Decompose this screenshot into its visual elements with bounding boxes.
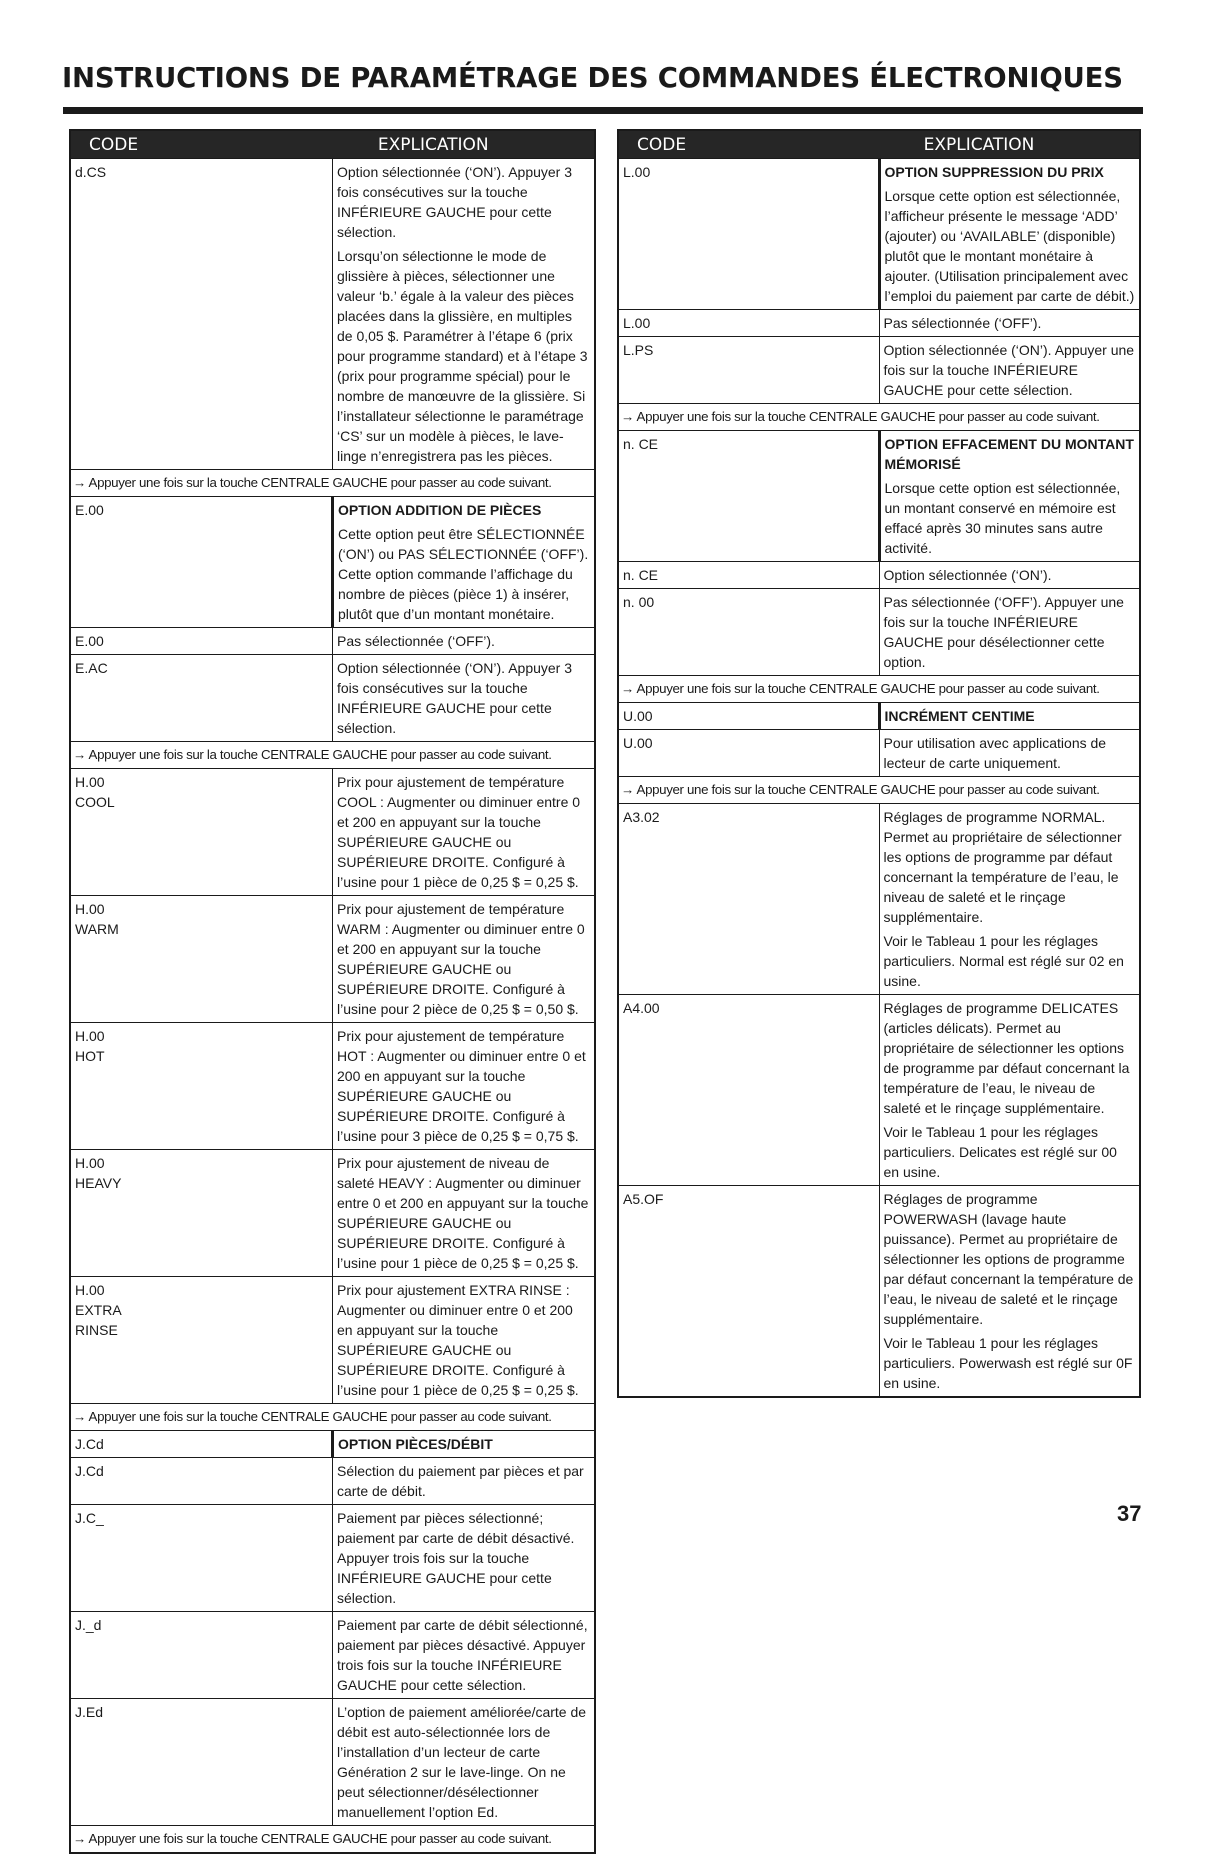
- next-code-instruction: → Appuyer une fois sur la touche CENTRALE GAUCHE pour passer au code suivant.: [70, 470, 595, 497]
- code-cell: H.00 EXTRA RINSE: [70, 1277, 333, 1404]
- table-row: [70, 1458, 595, 1505]
- explanation-paragraph: Lorsqu’on sélectionne le mode de glissière à pièces, sélectionner une valeur ‘b.’ égale à la valeur des pièces placées dans la glissière, en multiples de 0,05 $. Paramétrer à l’étape 6 (prix pour programme standard) et à l’étape 3 (prix pour programme spécial) pour le nombre de manœuvre de la glissière. Si l’installateur sélectionne le paramétrage ‘CS’ sur un modèle à pièces, le lave-linge n’enregistrera pas les pièces.: [337, 248, 588, 464]
- explanation-cell: [879, 159, 1140, 310]
- explanation-cell: [333, 497, 596, 628]
- option-heading: OPTION EFFACEMENT DU MONTANT MÉMORISÉ: [884, 436, 1134, 472]
- left-table-header: [70, 130, 595, 159]
- code-cell: J.C_: [70, 1505, 333, 1612]
- next-code-instruction-row: [618, 777, 1140, 804]
- next-code-instruction-row: [70, 1404, 595, 1431]
- table-row: [618, 1186, 1140, 1398]
- title-rule: [63, 107, 1143, 114]
- explanation-paragraph: Option sélectionnée (‘ON’). Appuyer 3 fois consécutives sur la touche INFÉRIEURE GAUCHE pour cette sélection.: [337, 660, 573, 736]
- code-cell: J.Cd: [70, 1458, 333, 1505]
- code-column-header: CODE: [70, 130, 333, 159]
- explanation-paragraph: Réglages de programme NORMAL. Permet au propriétaire de sélectionner les options de programme par défaut concernant la température de l’eau, le niveau de saleté et le rinçage supplémentaire.: [883, 809, 1122, 925]
- page-number: 37: [1117, 1501, 1142, 1526]
- explanation-cell: [333, 769, 596, 896]
- code-cell: L.00: [618, 159, 879, 310]
- code-cell: A4.00: [618, 995, 879, 1186]
- explanation-cell: [879, 1186, 1140, 1398]
- right-code-table-container: [617, 129, 1141, 1398]
- explanation-cell: [879, 995, 1140, 1186]
- explanation-paragraph: Option sélectionnée (‘ON’). Appuyer une fois sur la touche INFÉRIEURE GAUCHE pour cette sélection.: [883, 342, 1135, 398]
- table-row: [618, 159, 1140, 310]
- explanation-paragraph: Voir le Tableau 1 pour les réglages particuliers. Normal est réglé sur 02 en usine.: [883, 933, 1124, 989]
- explanation-cell: [879, 337, 1140, 404]
- explanation-paragraph: Pas sélectionnée (‘OFF’).: [883, 315, 1042, 331]
- explanation-paragraph: Cette option peut être SÉLECTIONNÉE (‘ON’) ou PAS SÉLECTIONNÉE (‘OFF’). Cette option commande l’affichage du nombre de pièces (pièce 1) à insérer, plutôt que d’un montant monétaire.: [338, 526, 589, 622]
- explanation-cell: [333, 1277, 596, 1404]
- next-code-instruction-row: [70, 1826, 595, 1854]
- table-row: [618, 337, 1140, 404]
- explanation-paragraph: Réglages de programme POWERWASH (lavage haute puissance). Permet au propriétaire de sélectionner les options de programme par défaut concernant la température de l’eau, le niveau de saleté et le rinçage supplémentaire.: [883, 1191, 1134, 1327]
- next-code-instruction-row: [618, 404, 1140, 431]
- table-row: [618, 310, 1140, 337]
- explanation-cell: [879, 589, 1140, 676]
- table-row: [618, 730, 1140, 777]
- code-cell: U.00: [618, 730, 879, 777]
- explanation-cell: [879, 431, 1140, 562]
- next-code-instruction-row: [70, 470, 595, 497]
- next-code-instruction: → Appuyer une fois sur la touche CENTRALE GAUCHE pour passer au code suivant.: [618, 777, 1140, 804]
- left-code-table: [69, 129, 596, 1854]
- explanation-paragraph: Lorsque cette option est sélectionnée, l’afficheur présente le message ‘ADD’ (ajouter) ou ‘AVAILABLE’ (disponible) plutôt que le montant monétaire à ajouter. (Utilisation principalement avec l’emploi du paiement par carte de débit.): [884, 188, 1135, 304]
- explanation-paragraph: Option sélectionnée (‘ON’).: [883, 567, 1052, 583]
- table-row: [70, 896, 595, 1023]
- table-row: [618, 431, 1140, 562]
- next-code-instruction: → Appuyer une fois sur la touche CENTRALE GAUCHE pour passer au code suivant.: [618, 404, 1140, 431]
- table-row: [70, 1277, 595, 1404]
- explanation-paragraph: Paiement par pièces sélectionné; paiement par carte de débit désactivé. Appuyer trois fois sur la touche INFÉRIEURE GAUCHE pour cette sélection.: [337, 1510, 575, 1606]
- explanation-cell: [333, 896, 596, 1023]
- explanation-cell: [333, 1699, 596, 1826]
- explanation-paragraph: Option sélectionnée (‘ON’). Appuyer 3 fois consécutives sur la touche INFÉRIEURE GAUCHE pour cette sélection.: [337, 164, 573, 240]
- code-column-header: CODE: [618, 130, 879, 159]
- next-code-instruction: → Appuyer une fois sur la touche CENTRALE GAUCHE pour passer au code suivant.: [618, 676, 1140, 703]
- next-code-instruction: → Appuyer une fois sur la touche CENTRALE GAUCHE pour passer au code suivant.: [70, 1826, 595, 1854]
- explanation-paragraph: Réglages de programme DELICATES (articles délicats). Permet au propriétaire de sélectionner les options de programme par défaut concernant la température de l’eau, le niveau de saleté et le rinçage supplémentaire.: [883, 1000, 1130, 1116]
- explanation-cell: [879, 730, 1140, 777]
- explanation-paragraph: Prix pour ajustement EXTRA RINSE : Augmenter ou diminuer entre 0 et 200 en appuyant sur la touche SUPÉRIEURE GAUCHE ou SUPÉRIEURE DROITE. Configuré à l’usine pour 1 pièce de 0,25 $ = 0,25 $.: [337, 1282, 579, 1398]
- code-cell: E.AC: [70, 655, 333, 742]
- next-code-instruction-row: [618, 676, 1140, 703]
- table-row: [70, 628, 595, 655]
- table-row: [618, 804, 1140, 995]
- code-cell: H.00 WARM: [70, 896, 333, 1023]
- code-cell: A5.OF: [618, 1186, 879, 1398]
- left-code-table-container: [69, 129, 596, 1854]
- next-code-instruction: → Appuyer une fois sur la touche CENTRALE GAUCHE pour passer au code suivant.: [70, 742, 595, 769]
- explanation-cell: [333, 628, 596, 655]
- code-cell: J._d: [70, 1612, 333, 1699]
- table-row: [70, 655, 595, 742]
- option-heading: OPTION SUPPRESSION DU PRIX: [884, 164, 1104, 180]
- table-row: [618, 589, 1140, 676]
- explanation-cell: [879, 310, 1140, 337]
- table-row: [618, 703, 1140, 730]
- explanation-paragraph: Sélection du paiement par pièces et par carte de débit.: [337, 1463, 584, 1499]
- option-heading: INCRÉMENT CENTIME: [879, 703, 1140, 730]
- explanation-paragraph: Pas sélectionnée (‘OFF’).: [337, 633, 495, 649]
- table-row: [70, 159, 595, 470]
- table-row: [70, 1023, 595, 1150]
- explanation-cell: [333, 1023, 596, 1150]
- table-row: [70, 1150, 595, 1277]
- explanation-paragraph: Pour utilisation avec applications de lecteur de carte uniquement.: [883, 735, 1107, 771]
- explanation-cell: [879, 804, 1140, 995]
- code-cell: A3.02: [618, 804, 879, 995]
- code-cell: H.00 HEAVY: [70, 1150, 333, 1277]
- explanation-paragraph: Prix pour ajustement de température WARM : Augmenter ou diminuer entre 0 et 200 en appuyant sur la touche SUPÉRIEURE GAUCHE ou SUPÉRIEURE DROITE. Configuré à l’usine pour 2 pièce de 0,25 $ = 0,50 $.: [337, 901, 585, 1017]
- code-cell: n. CE: [618, 431, 879, 562]
- code-cell: L.00: [618, 310, 879, 337]
- table-row: [70, 1431, 595, 1458]
- table-row: [70, 769, 595, 896]
- code-cell: n. CE: [618, 562, 879, 589]
- explanation-cell: [333, 1612, 596, 1699]
- explanation-column-header: EXPLICATION: [333, 130, 596, 159]
- code-cell: J.Ed: [70, 1699, 333, 1826]
- explanation-paragraph: Lorsque cette option est sélectionnée, un montant conservé en mémoire est effacé après 30 minutes sans autre activité.: [884, 480, 1121, 556]
- explanation-cell: [333, 1458, 596, 1505]
- explanation-cell: [879, 562, 1140, 589]
- code-cell: E.00: [70, 628, 333, 655]
- explanation-paragraph: Paiement par carte de débit sélectionné, paiement par pièces désactivé. Appuyer trois fois sur la touche INFÉRIEURE GAUCHE pour cette sélection.: [337, 1617, 588, 1693]
- page-title: INSTRUCTIONS DE PARAMÉTRAGE DES COMMANDES ÉLECTRONIQUES: [62, 62, 1123, 94]
- code-cell: H.00 HOT: [70, 1023, 333, 1150]
- code-cell: J.Cd: [70, 1431, 333, 1458]
- table-row: [70, 1505, 595, 1612]
- code-cell: d.CS: [70, 159, 333, 470]
- option-heading: OPTION PIÈCES/DÉBIT: [333, 1431, 596, 1458]
- explanation-paragraph: Voir le Tableau 1 pour les réglages particuliers. Delicates est réglé sur 00 en usine.: [883, 1124, 1117, 1180]
- table-row: [70, 497, 595, 628]
- option-heading: OPTION ADDITION DE PIÈCES: [338, 502, 542, 518]
- explanation-paragraph: Voir le Tableau 1 pour les réglages particuliers. Powerwash est réglé sur 0F en usine.: [883, 1335, 1133, 1391]
- table-row: [618, 995, 1140, 1186]
- code-cell: U.00: [618, 703, 879, 730]
- code-cell: L.PS: [618, 337, 879, 404]
- next-code-instruction-row: [70, 742, 595, 769]
- code-cell: H.00 COOL: [70, 769, 333, 896]
- explanation-cell: [333, 159, 596, 470]
- next-code-instruction: → Appuyer une fois sur la touche CENTRALE GAUCHE pour passer au code suivant.: [70, 1404, 595, 1431]
- table-row: [70, 1612, 595, 1699]
- right-table-header: [618, 130, 1140, 159]
- explanation-cell: [333, 1150, 596, 1277]
- explanation-cell: [333, 655, 596, 742]
- explanation-paragraph: Prix pour ajustement de niveau de saleté HEAVY : Augmenter ou diminuer entre 0 et 200 en appuyant sur la touche SUPÉRIEURE GAUCHE ou SUPÉRIEURE DROITE. Configuré à l’usine pour 1 pièce de 0,25 $ = 0,25 $.: [337, 1155, 589, 1271]
- code-cell: E.00: [70, 497, 333, 628]
- code-cell: n. 00: [618, 589, 879, 676]
- table-row: [618, 562, 1140, 589]
- table-row: [70, 1699, 595, 1826]
- explanation-paragraph: Prix pour ajustement de température HOT : Augmenter ou diminuer entre 0 et 200 en appuyant sur la touche SUPÉRIEURE GAUCHE ou SUPÉRIEURE DROITE. Configuré à l’usine pour 3 pièce de 0,25 $ = 0,75 $.: [337, 1028, 586, 1144]
- explanation-column-header: EXPLICATION: [879, 130, 1140, 159]
- explanation-paragraph: L’option de paiement améliorée/carte de débit est auto-sélectionnée lors de l’installation d’un lecteur de carte Génération 2 sur le lave-linge. On ne peut sélectionner/désélectionner manuellement l’option Ed.: [337, 1704, 587, 1820]
- explanation-cell: [333, 1505, 596, 1612]
- explanation-paragraph: Pas sélectionnée (‘OFF’). Appuyer une fois sur la touche INFÉRIEURE GAUCHE pour désélectionner cette option.: [883, 594, 1124, 670]
- explanation-paragraph: Prix pour ajustement de température COOL : Augmenter ou diminuer entre 0 et 200 en appuyant sur la touche SUPÉRIEURE GAUCHE ou SUPÉRIEURE DROITE. Configuré à l’usine pour 1 pièce de 0,25 $ = 0,25 $.: [337, 774, 581, 890]
- right-code-table: [617, 129, 1141, 1398]
